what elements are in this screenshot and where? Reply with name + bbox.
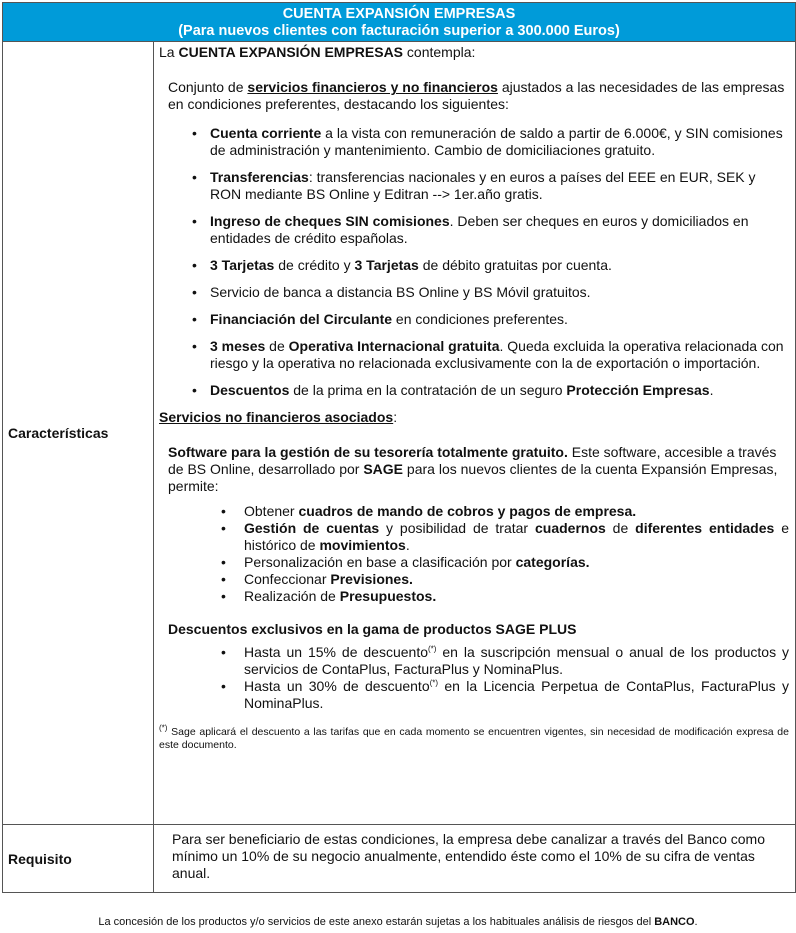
conditions-table: [2, 2, 796, 893]
list-item: • Personalización en base a clasificación por categorías.: [221, 554, 590, 570]
label-requisito: Requisito: [3, 825, 154, 892]
sage-plus-heading: Descuentos exclusivos en la gama de productos SAGE PLUS: [168, 621, 577, 637]
list-item: • Obtener cuadros de mando de cobros y pagos de empresa.: [221, 503, 637, 519]
list-item: • Servicio de banca a distancia BS Online y BS Móvil gratuitos.: [192, 284, 591, 300]
list-item: • 3 Tarjetas de crédito y 3 Tarjetas de débito gratuitas por cuenta.: [192, 257, 612, 273]
list-item: • Hasta un 15% de descuento(*) en la suscripción mensual o anual de los productos y servicios de ContaPlus, FacturaPlus y NominaPlus.: [221, 644, 789, 677]
row-requisito: [3, 825, 795, 892]
conjunto-paragraph: Conjunto de servicios financieros y no financieros ajustados a las necesidades de las empresas en condiciones preferentes, destacando los siguientes:: [168, 79, 785, 112]
nofin-heading: Servicios no financieros asociados:: [159, 409, 398, 425]
list-item: • Confeccionar Previsiones.: [221, 571, 413, 587]
cell-requisito: [154, 825, 795, 892]
row-caracteristicas: [3, 42, 795, 825]
header-title: CUENTA EXPANSIÓN EMPRESAS: [282, 6, 516, 22]
discounts-list: [159, 644, 789, 712]
software-paragraph: Software para la gestión de su tesorería totalmente gratuito. Este software, accesible a través de BS Online, desarrollado por SAGE para los nuevos clientes de la cuenta Expansión Empresas, permite:: [168, 444, 778, 494]
cell-caracteristicas: [154, 42, 795, 824]
footer-note: La concesión de los productos y/o servicios de este anexo estarán sujetas a los habituales análisis de riesgos del BANCO.: [98, 916, 698, 928]
software-features-list: [159, 503, 789, 605]
services-list: [159, 125, 789, 399]
requisito-text: Para ser beneficiario de estas condiciones, la empresa debe canalizar a través del Banco como mínimo un 10% de su negocio anualmente, entendido éste como el 10% de su cifra de ventas anual.: [172, 831, 765, 881]
list-item: • Ingreso de cheques SIN comisiones. Deben ser cheques en euros y domiciliados en entidades de crédito españolas.: [192, 213, 749, 246]
label-caracteristicas: Características: [3, 42, 154, 824]
list-item: • Gestión de cuentas y posibilidad de tratar cuadernos de diferentes entidades e histórico de movimientos.: [221, 520, 789, 553]
list-item: • 3 meses de Operativa Internacional gratuita. Queda excluida la operativa relacionada con riesgo y la operativa no relacionada exclusivamente con la de exportación o importación.: [192, 338, 784, 371]
list-item: • Transferencias: transferencias nacionales y en euros a países del EEE en EUR, SEK y RON mediante BS Online y Editran --> 1er.año gratis.: [192, 169, 756, 202]
list-item: • Descuentos de la prima en la contratación de un seguro Protección Empresas.: [192, 382, 714, 398]
list-item: • Hasta un 30% de descuento(*) en la Licencia Perpetua de ContaPlus, FacturaPlus y NominaPlus.: [221, 678, 789, 711]
table-header: [3, 3, 795, 42]
list-item: • Financiación del Circulante en condiciones preferentes.: [192, 311, 568, 327]
intro-line: La CUENTA EXPANSIÓN EMPRESAS contempla:: [159, 44, 476, 60]
list-item: • Cuenta corriente a la vista con remuneración de saldo a partir de 6.000€, y SIN comisiones de administración y mantenimiento. Cambio de domiciliaciones gratuito.: [192, 125, 783, 158]
footnote: (*) Sage aplicará el descuento a las tarifas que en cada momento se encuentren vigentes, sin necesidad de modificación expresa de este documento.: [159, 723, 789, 751]
list-item: • Realización de Presupuestos.: [221, 588, 437, 604]
header-subtitle: (Para nuevos clientes con facturación superior a 300.000 Euros): [178, 23, 620, 39]
